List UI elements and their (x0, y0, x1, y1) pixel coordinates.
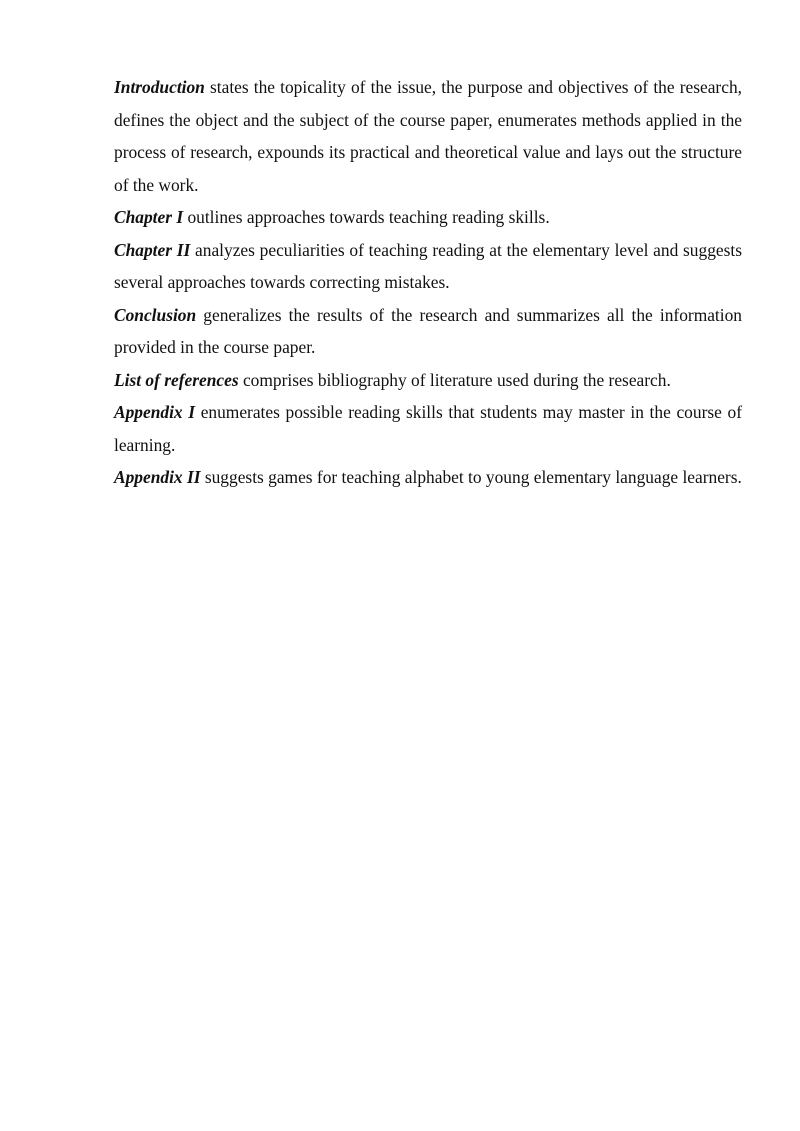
document-page (114, 71, 742, 494)
paragraph-text: outlines approaches towards teaching reading skills. (183, 207, 550, 227)
paragraph-text: comprises bibliography of literature used during the research. (238, 369, 671, 390)
paragraph-term: List of references (114, 369, 239, 390)
paragraph-appendix-1 (114, 396, 742, 461)
paragraph-term: Chapter II (114, 239, 191, 260)
paragraph-term: Appendix II (114, 467, 201, 487)
paragraph-text: analyzes peculiarities of teaching reading at the elementary level and suggests several approaches towards correcting mistakes. (114, 239, 742, 292)
paragraph-text: enumerates possible reading skills that students may master in the course of learning. (114, 402, 742, 455)
paragraph-chapter-2 (114, 234, 742, 299)
paragraph-appendix-2 (114, 461, 742, 494)
paragraph-term: Chapter I (114, 207, 184, 227)
paragraph-text: generalizes the results of the research and summarizes all the information provided in the course paper. (114, 304, 742, 357)
paragraph-chapter-1 (114, 201, 742, 234)
paragraph-conclusion (114, 299, 742, 364)
paragraph-list-of-references (114, 364, 742, 397)
paragraph-introduction (114, 71, 742, 201)
paragraph-term: Appendix I (114, 402, 196, 422)
paragraph-term: Introduction (114, 77, 205, 97)
paragraph-term: Conclusion (114, 304, 197, 325)
paragraph-text: states the topicality of the issue, the purpose and objectives of the research, defines the object and the subject of the course paper, enumerates methods applied in the process of research, expounds its practical and theoretical value and lays out the structure of the work. (114, 77, 742, 195)
paragraph-text: suggests games for teaching alphabet to young elementary language learners. (200, 467, 742, 487)
